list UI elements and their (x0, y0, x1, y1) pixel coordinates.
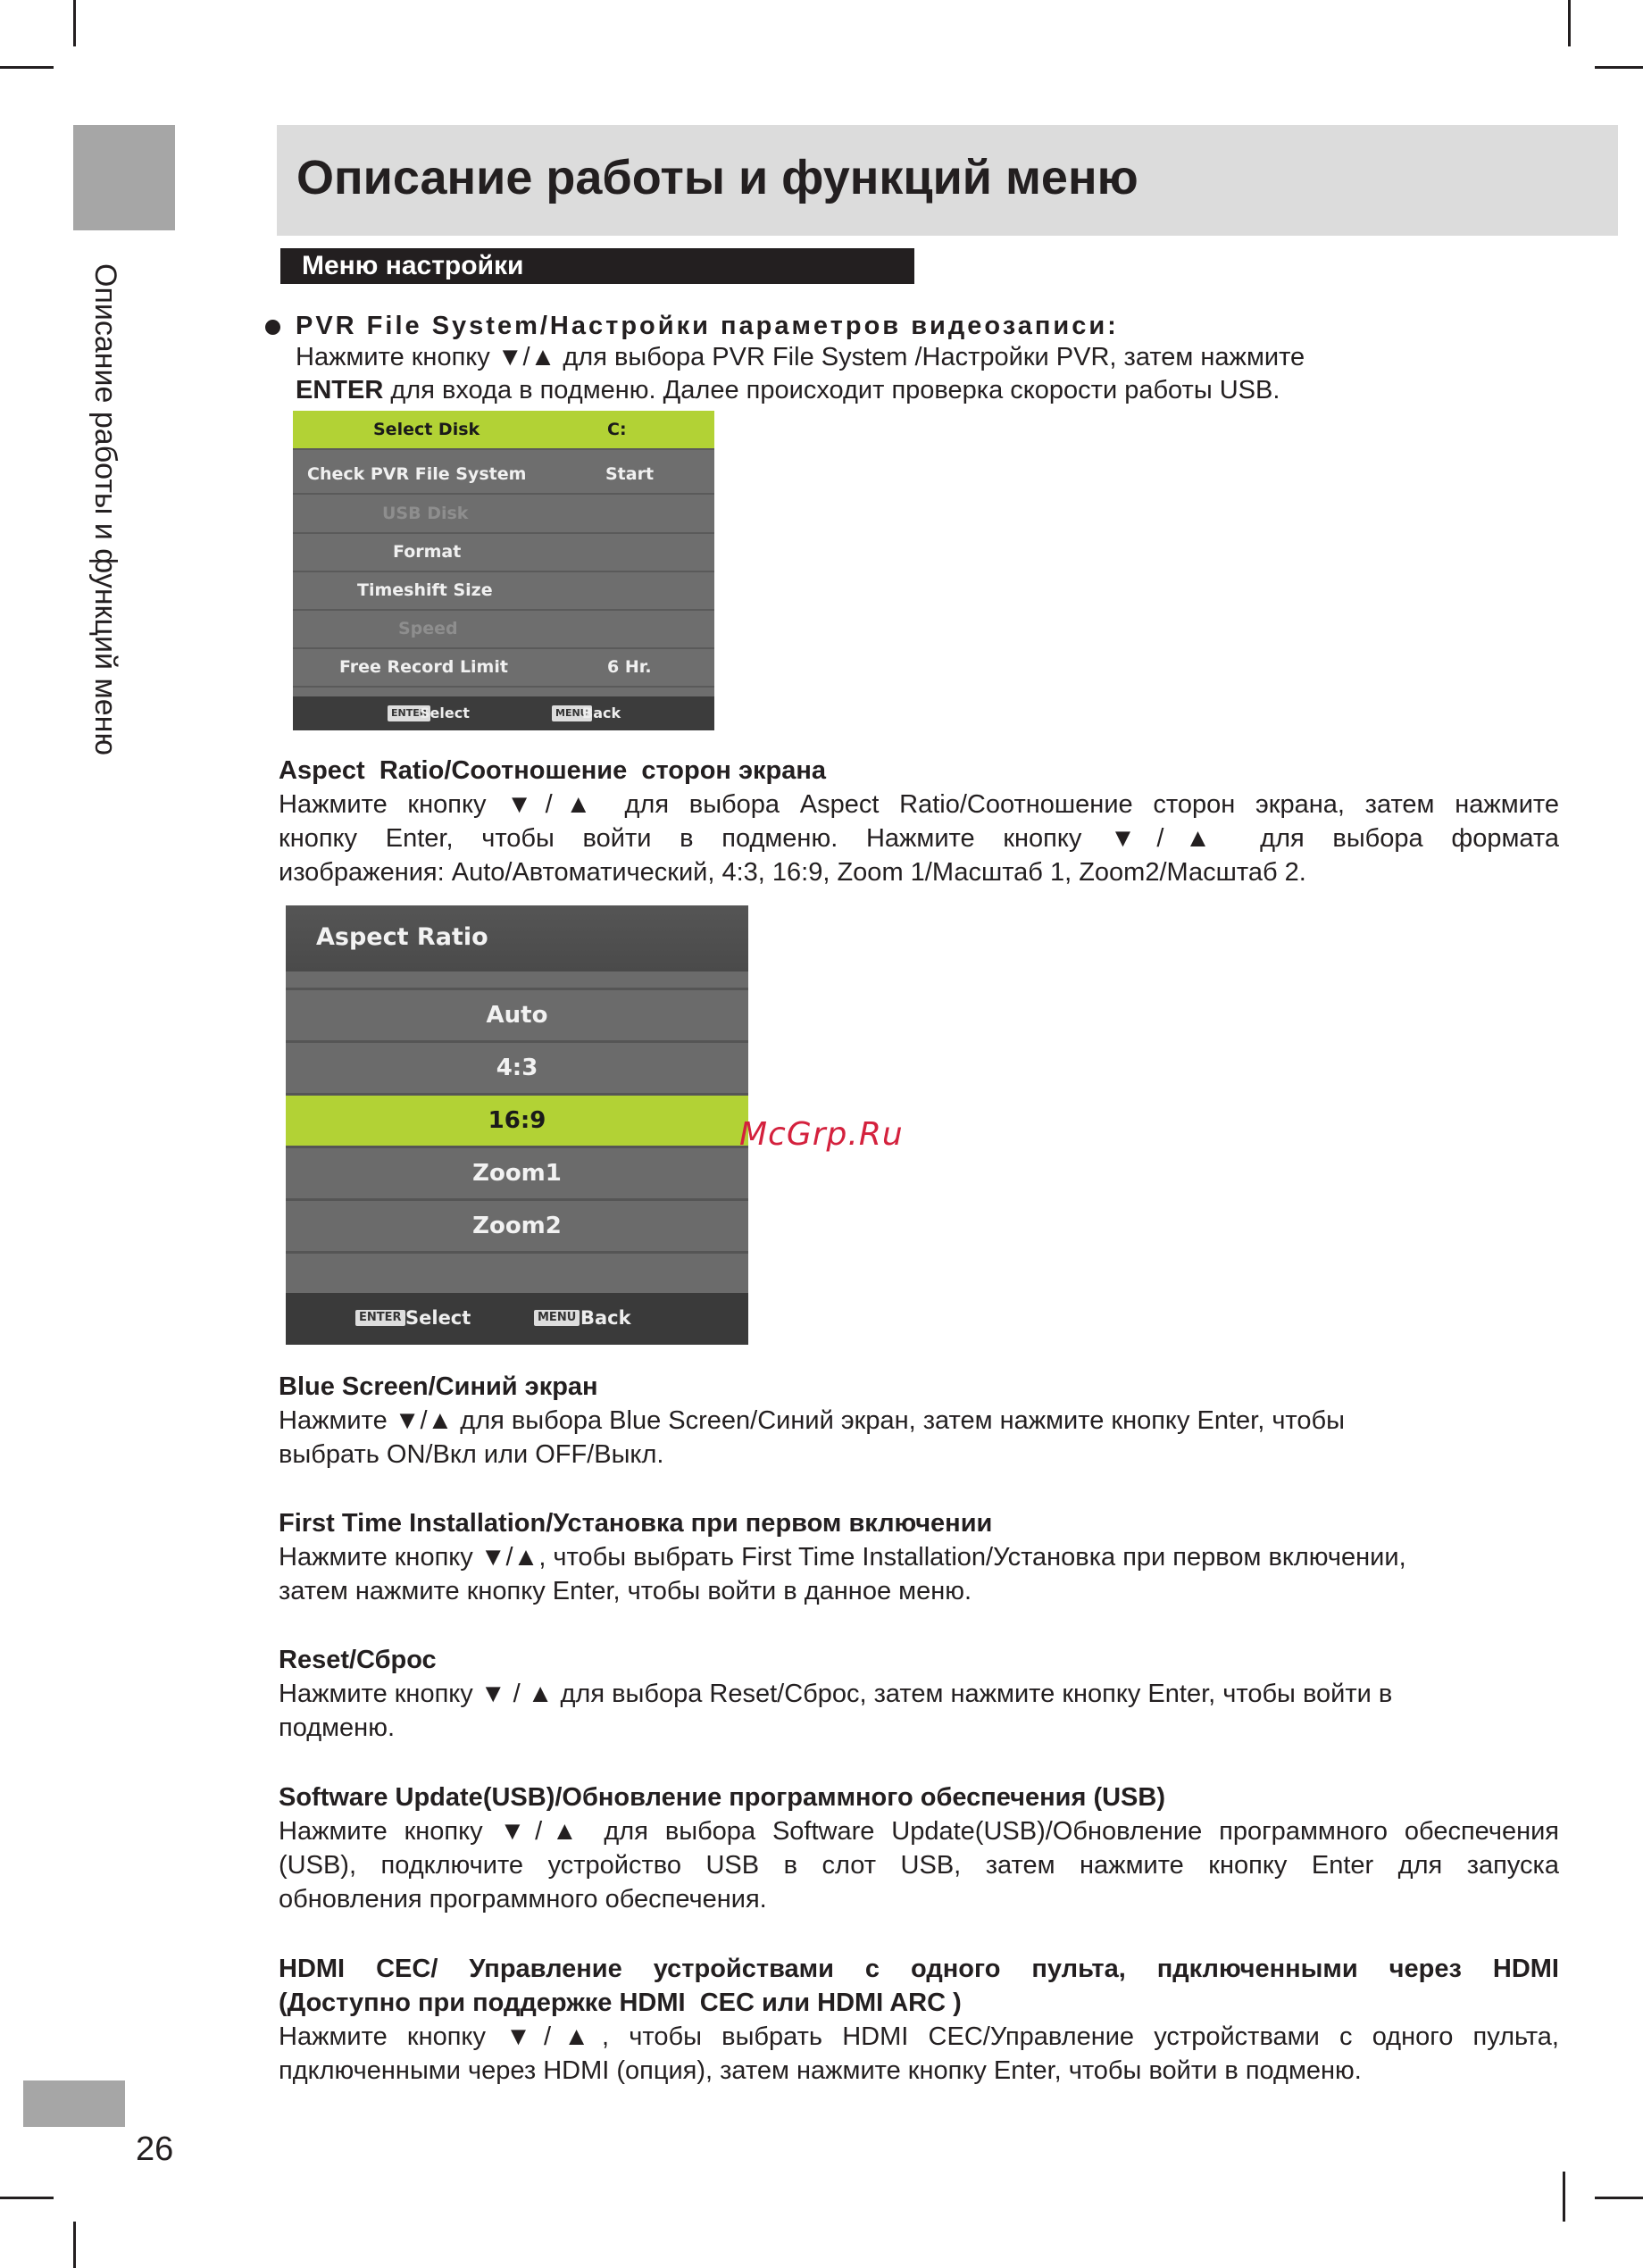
back-label: Back (582, 705, 621, 721)
pvr-line-2 (296, 373, 1280, 407)
aspect-menu-screenshot (286, 905, 748, 1345)
hdmi-paragraph (279, 2020, 1559, 2088)
section-title: Меню настройки (280, 248, 914, 284)
aspect-line-3: изображения: Auto/Автоматический, 4:3, 16:9, Zoom 1/Масштаб 1, Zoom2/Масштаб 2. (279, 858, 1306, 887)
enter-keyword: ENTER (296, 376, 384, 404)
crop-mark (1563, 2172, 1565, 2222)
menu-row-select-disk (293, 411, 714, 450)
menu-row-label: Speed (398, 619, 458, 638)
menu-row-label: Format (393, 542, 462, 562)
page-title: Описание работы и функций меню (296, 151, 1138, 204)
crop-mark (1568, 0, 1571, 46)
select-label: Select (420, 705, 470, 721)
menu-key-icon: MENU (552, 705, 592, 721)
hdmi-heading-line-1: HDMI CEC/ Управление устройствами с одного пульта, пдключенными через HDMI (279, 1955, 1559, 1983)
reset-line-1: Нажмите кнопку ▼ / ▲ для выбора Reset/Сброс, затем нажмите кнопку Enter, чтобы войти в (279, 1680, 1393, 1708)
aspect-heading: Aspect Ratio/Соотношение сторон экрана (279, 756, 827, 785)
menu-footer (293, 696, 714, 730)
aspect-line-1: Нажмите кнопку ▼/▲ для выбора Aspect Ratio/Соотношение сторон экрана, затем нажмите (279, 790, 1559, 819)
aspect-option-16-9: 16:9 (286, 1093, 748, 1146)
software-line-1: Нажмите кнопку ▼/▲ для выбора Software Update(USB)/Обновление программного обеспечения (279, 1817, 1559, 1846)
software-line-3: обновления программного обеспечения. (279, 1885, 767, 1914)
menu-row-label: Select Disk (373, 420, 480, 439)
first-line-2: затем нажмите кнопку Enter, чтобы войти в данное меню. (279, 1577, 972, 1605)
menu-row-check-pvr (293, 455, 714, 495)
pvr-heading: PVR File System/Настройки параметров видеозаписи: (296, 312, 1119, 340)
aspect-menu-header (286, 905, 748, 971)
crop-mark (1595, 66, 1643, 69)
aspect-option-zoom2: Zoom2 (286, 1198, 748, 1251)
menu-row-timeshift (293, 571, 714, 611)
hdmi-heading-line-2: (Доступно при поддержке HDMI CEC или HDMI ARC ) (279, 1989, 962, 2017)
hdmi-heading (279, 1952, 1559, 2020)
menu-key-icon: MENU (534, 1310, 580, 1326)
menu-row-label: Timeshift Size (357, 580, 493, 600)
watermark: McGrp.Ru (739, 1116, 904, 1153)
side-tab (73, 125, 175, 230)
menu-row-free-record (293, 648, 714, 688)
aspect-menu-title: Aspect Ratio (316, 923, 488, 951)
crop-mark (73, 2222, 76, 2268)
menu-row-value: Start (605, 464, 655, 484)
software-paragraph (279, 1814, 1559, 1916)
hdmi-line-2: пдключенными через HDMI (опция), затем нажмите кнопку Enter, чтобы войти в подменю. (279, 2056, 1362, 2085)
menu-row-value: 6 Hr. (607, 657, 652, 677)
page-number: 26 (136, 2130, 174, 2168)
page-tab (23, 2080, 125, 2127)
menu-row-value: C: (607, 420, 627, 439)
pvr-line-2-text: для входа в подменю. Далее происходит проверка скорости работы USB. (383, 376, 1280, 404)
enter-key-icon: ENTER (355, 1310, 405, 1326)
side-title: Описание работы и функций меню (88, 263, 122, 755)
crop-mark (0, 66, 54, 69)
menu-row-format (293, 533, 714, 572)
enter-key-icon: ENTER (388, 705, 430, 721)
back-label: Back (580, 1307, 631, 1329)
reset-line-2: подменю. (279, 1714, 396, 1742)
menu-row-speed (293, 610, 714, 649)
aspect-option-zoom1: Zoom1 (286, 1146, 748, 1198)
pvr-line-1: Нажмите кнопку ▼/▲ для выбора PVR File System /Настройки PVR, затем нажмите (296, 343, 1305, 371)
menu-row-label: USB Disk (382, 504, 469, 523)
crop-mark (1595, 2197, 1643, 2199)
blue-line-1: Нажмите ▼/▲ для выбора Blue Screen/Синий экран, затем нажмите кнопку Enter, чтобы (279, 1406, 1345, 1435)
software-line-2: (USB), подключите устройство USB в слот USB, затем нажмите кнопку Enter для запуска (279, 1851, 1559, 1880)
hdmi-line-1: Нажмите кнопку ▼/▲, чтобы выбрать HDMI CEC/Управление устройствами с одного пульта, (279, 2022, 1559, 2051)
aspect-paragraph (279, 788, 1559, 889)
menu-row-usb-disk (293, 495, 714, 534)
reset-heading: Reset/Сброс (279, 1646, 437, 1674)
pvr-menu-screenshot (293, 411, 714, 730)
select-label: Select (405, 1307, 471, 1329)
crop-mark (73, 0, 76, 46)
aspect-line-2: кнопку Enter, чтобы войти в подменю. Нажмите кнопку ▼/▲ для выбора формата (279, 824, 1559, 853)
menu-footer (286, 1293, 748, 1345)
aspect-option-4-3: 4:3 (286, 1040, 748, 1093)
crop-mark (0, 2197, 54, 2199)
aspect-option-auto: Auto (286, 988, 748, 1040)
first-heading: First Time Installation/Установка при первом включении (279, 1509, 993, 1538)
menu-row-label: Free Record Limit (339, 657, 508, 677)
blue-heading: Blue Screen/Синий экран (279, 1372, 598, 1401)
blue-line-2: выбрать ON/Вкл или OFF/Выкл. (279, 1440, 664, 1469)
menu-row-label: Check PVR File System (307, 464, 527, 484)
software-heading: Software Update(USB)/Обновление программного обеспечения (USB) (279, 1783, 1165, 1812)
bullet-icon (265, 320, 280, 335)
first-line-1: Нажмите кнопку ▼/▲, чтобы выбрать First Time Installation/Установка при первом включении, (279, 1543, 1406, 1572)
